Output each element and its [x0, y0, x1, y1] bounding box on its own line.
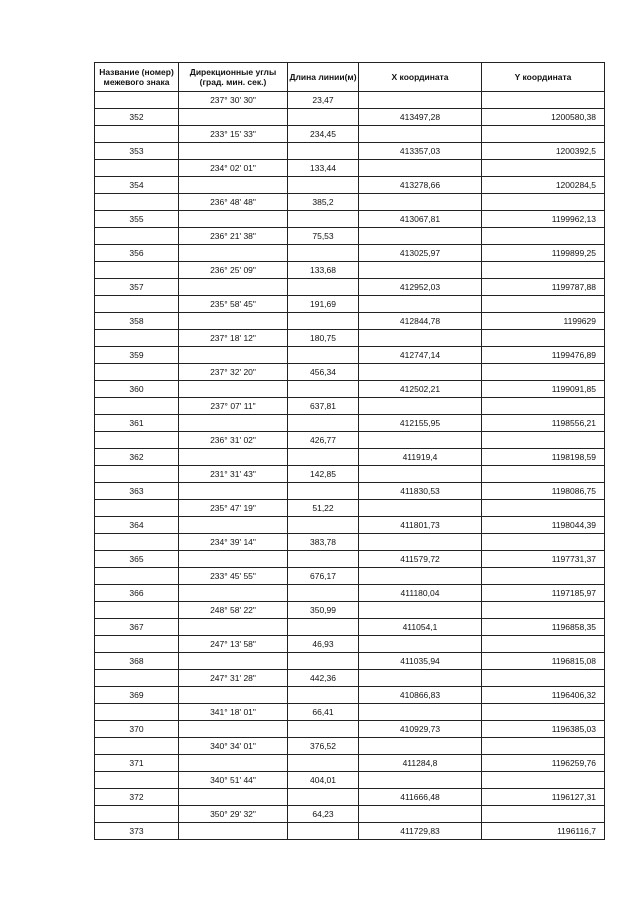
cell-y-coordinate — [482, 330, 605, 347]
cell-marker-name — [95, 432, 179, 449]
cell-y-coordinate: 1196406,32 — [482, 687, 605, 704]
cell-x-coordinate: 411830,53 — [359, 483, 482, 500]
cell-direction-angle: 237° 32' 20" — [179, 364, 288, 381]
cell-marker-name: 368 — [95, 653, 179, 670]
cell-y-coordinate — [482, 194, 605, 211]
cell-y-coordinate — [482, 670, 605, 687]
cell-marker-name — [95, 126, 179, 143]
table-header-row — [95, 63, 605, 92]
cell-line-length — [288, 279, 359, 296]
table-body — [95, 92, 605, 840]
cell-x-coordinate: 413025,97 — [359, 245, 482, 262]
cell-marker-name — [95, 92, 179, 109]
cell-line-length: 234,45 — [288, 126, 359, 143]
cell-direction-angle: 341° 18' 01" — [179, 704, 288, 721]
cell-line-length: 456,34 — [288, 364, 359, 381]
cell-direction-angle: 340° 51' 44" — [179, 772, 288, 789]
cell-direction-angle — [179, 177, 288, 194]
cell-direction-angle — [179, 143, 288, 160]
cell-y-coordinate — [482, 738, 605, 755]
cell-direction-angle: 237° 30' 30" — [179, 92, 288, 109]
cell-marker-name — [95, 568, 179, 585]
cell-direction-angle — [179, 381, 288, 398]
coordinates-table — [94, 62, 605, 840]
table-row — [95, 687, 605, 704]
cell-marker-name — [95, 602, 179, 619]
cell-marker-name: 372 — [95, 789, 179, 806]
cell-marker-name — [95, 534, 179, 551]
table-row — [95, 755, 605, 772]
cell-marker-name — [95, 738, 179, 755]
cell-x-coordinate: 410866,83 — [359, 687, 482, 704]
cell-y-coordinate — [482, 602, 605, 619]
cell-y-coordinate — [482, 568, 605, 585]
table-row — [95, 551, 605, 568]
cell-x-coordinate: 412844,78 — [359, 313, 482, 330]
cell-y-coordinate — [482, 228, 605, 245]
cell-direction-angle — [179, 721, 288, 738]
cell-line-length: 23,47 — [288, 92, 359, 109]
cell-direction-angle — [179, 313, 288, 330]
header-line-length: Длина линии(м) — [288, 63, 359, 92]
table-row — [95, 602, 605, 619]
table-row — [95, 432, 605, 449]
cell-x-coordinate — [359, 500, 482, 517]
cell-x-coordinate: 411035,94 — [359, 653, 482, 670]
cell-line-length: 385,2 — [288, 194, 359, 211]
cell-line-length — [288, 211, 359, 228]
table-row — [95, 245, 605, 262]
table-row — [95, 330, 605, 347]
cell-line-length: 637,81 — [288, 398, 359, 415]
cell-x-coordinate: 411284,8 — [359, 755, 482, 772]
cell-marker-name — [95, 160, 179, 177]
cell-x-coordinate: 413278,66 — [359, 177, 482, 194]
cell-direction-angle — [179, 585, 288, 602]
cell-line-length — [288, 789, 359, 806]
cell-x-coordinate — [359, 194, 482, 211]
table-row — [95, 653, 605, 670]
cell-x-coordinate — [359, 602, 482, 619]
cell-x-coordinate — [359, 92, 482, 109]
cell-marker-name: 370 — [95, 721, 179, 738]
cell-x-coordinate: 411579,72 — [359, 551, 482, 568]
cell-y-coordinate: 1199787,88 — [482, 279, 605, 296]
cell-marker-name — [95, 636, 179, 653]
table-row — [95, 585, 605, 602]
cell-line-length: 46,93 — [288, 636, 359, 653]
cell-marker-name — [95, 194, 179, 211]
cell-line-length — [288, 687, 359, 704]
cell-line-length — [288, 517, 359, 534]
table-row — [95, 160, 605, 177]
cell-y-coordinate: 1199962,13 — [482, 211, 605, 228]
cell-direction-angle: 231° 31' 43" — [179, 466, 288, 483]
cell-y-coordinate — [482, 636, 605, 653]
cell-marker-name: 352 — [95, 109, 179, 126]
table-row — [95, 398, 605, 415]
cell-x-coordinate: 413357,03 — [359, 143, 482, 160]
cell-x-coordinate: 412155,95 — [359, 415, 482, 432]
cell-marker-name: 362 — [95, 449, 179, 466]
cell-line-length: 442,36 — [288, 670, 359, 687]
table-row — [95, 415, 605, 432]
cell-direction-angle — [179, 789, 288, 806]
cell-line-length: 51,22 — [288, 500, 359, 517]
table-row — [95, 262, 605, 279]
cell-line-length — [288, 143, 359, 160]
cell-y-coordinate — [482, 126, 605, 143]
cell-y-coordinate: 1199899,25 — [482, 245, 605, 262]
cell-direction-angle — [179, 245, 288, 262]
cell-direction-angle — [179, 823, 288, 840]
cell-y-coordinate — [482, 160, 605, 177]
cell-marker-name: 371 — [95, 755, 179, 772]
cell-direction-angle: 247° 31' 28" — [179, 670, 288, 687]
cell-y-coordinate: 1198044,39 — [482, 517, 605, 534]
cell-y-coordinate — [482, 364, 605, 381]
cell-marker-name — [95, 772, 179, 789]
table-row — [95, 619, 605, 636]
table-row — [95, 806, 605, 823]
cell-x-coordinate: 411054,1 — [359, 619, 482, 636]
cell-direction-angle — [179, 109, 288, 126]
table-row — [95, 789, 605, 806]
cell-x-coordinate: 411666,48 — [359, 789, 482, 806]
cell-y-coordinate: 1196815,08 — [482, 653, 605, 670]
cell-y-coordinate — [482, 772, 605, 789]
cell-y-coordinate: 1196858,35 — [482, 619, 605, 636]
cell-line-length — [288, 245, 359, 262]
cell-x-coordinate: 411180,04 — [359, 585, 482, 602]
cell-y-coordinate — [482, 806, 605, 823]
cell-y-coordinate — [482, 432, 605, 449]
cell-marker-name: 365 — [95, 551, 179, 568]
cell-y-coordinate — [482, 398, 605, 415]
header-x-coordinate: X координата — [359, 63, 482, 92]
cell-line-length — [288, 755, 359, 772]
cell-x-coordinate — [359, 126, 482, 143]
cell-y-coordinate: 1198198,59 — [482, 449, 605, 466]
cell-direction-angle: 235° 58' 45" — [179, 296, 288, 313]
cell-marker-name: 356 — [95, 245, 179, 262]
table-row — [95, 92, 605, 109]
cell-line-length: 133,44 — [288, 160, 359, 177]
table-row — [95, 364, 605, 381]
cell-marker-name — [95, 296, 179, 313]
table-row — [95, 194, 605, 211]
cell-line-length: 676,17 — [288, 568, 359, 585]
table-row — [95, 772, 605, 789]
cell-marker-name: 360 — [95, 381, 179, 398]
table-row — [95, 449, 605, 466]
table-row — [95, 636, 605, 653]
cell-line-length — [288, 177, 359, 194]
table-row — [95, 347, 605, 364]
cell-x-coordinate: 412747,14 — [359, 347, 482, 364]
cell-marker-name: 354 — [95, 177, 179, 194]
cell-x-coordinate — [359, 262, 482, 279]
cell-x-coordinate — [359, 330, 482, 347]
cell-line-length: 142,85 — [288, 466, 359, 483]
cell-direction-angle: 234° 39' 14" — [179, 534, 288, 551]
cell-x-coordinate: 411801,73 — [359, 517, 482, 534]
cell-y-coordinate — [482, 466, 605, 483]
cell-line-length — [288, 585, 359, 602]
cell-x-coordinate — [359, 160, 482, 177]
cell-marker-name: 358 — [95, 313, 179, 330]
cell-y-coordinate: 1196385,03 — [482, 721, 605, 738]
cell-marker-name — [95, 806, 179, 823]
cell-marker-name — [95, 466, 179, 483]
cell-line-length: 404,01 — [288, 772, 359, 789]
cell-marker-name: 359 — [95, 347, 179, 364]
cell-x-coordinate — [359, 806, 482, 823]
cell-x-coordinate — [359, 704, 482, 721]
cell-y-coordinate: 1196116,7 — [482, 823, 605, 840]
table-row — [95, 721, 605, 738]
cell-direction-angle — [179, 619, 288, 636]
table-row — [95, 109, 605, 126]
cell-y-coordinate — [482, 262, 605, 279]
cell-marker-name — [95, 398, 179, 415]
cell-y-coordinate: 1200284,5 — [482, 177, 605, 194]
cell-y-coordinate — [482, 534, 605, 551]
cell-marker-name: 353 — [95, 143, 179, 160]
cell-line-length: 350,99 — [288, 602, 359, 619]
cell-y-coordinate: 1198086,75 — [482, 483, 605, 500]
cell-y-coordinate: 1200580,38 — [482, 109, 605, 126]
cell-x-coordinate — [359, 364, 482, 381]
cell-marker-name: 367 — [95, 619, 179, 636]
cell-line-length: 133,68 — [288, 262, 359, 279]
cell-direction-angle: 236° 48' 48" — [179, 194, 288, 211]
header-marker-name: Название (номер) межевого знака — [95, 63, 179, 92]
cell-y-coordinate: 1196259,76 — [482, 755, 605, 772]
cell-x-coordinate — [359, 772, 482, 789]
cell-line-length — [288, 483, 359, 500]
cell-y-coordinate: 1197731,37 — [482, 551, 605, 568]
cell-direction-angle — [179, 653, 288, 670]
table-row — [95, 381, 605, 398]
cell-direction-angle: 235° 47' 19" — [179, 500, 288, 517]
cell-marker-name — [95, 364, 179, 381]
cell-y-coordinate: 1197185,97 — [482, 585, 605, 602]
cell-marker-name: 355 — [95, 211, 179, 228]
cell-direction-angle — [179, 551, 288, 568]
cell-y-coordinate — [482, 296, 605, 313]
cell-line-length: 426,77 — [288, 432, 359, 449]
cell-direction-angle: 247° 13' 58" — [179, 636, 288, 653]
cell-y-coordinate — [482, 704, 605, 721]
cell-line-length: 64,23 — [288, 806, 359, 823]
cell-line-length — [288, 551, 359, 568]
cell-line-length — [288, 313, 359, 330]
table-row — [95, 228, 605, 245]
cell-marker-name: 366 — [95, 585, 179, 602]
cell-marker-name — [95, 228, 179, 245]
cell-marker-name — [95, 704, 179, 721]
cell-x-coordinate — [359, 738, 482, 755]
table-row — [95, 466, 605, 483]
header-direction-angle: Дирекционные углы (град. мин. сек.) — [179, 63, 288, 92]
cell-direction-angle: 237° 18' 12" — [179, 330, 288, 347]
cell-x-coordinate: 412502,21 — [359, 381, 482, 398]
table-row — [95, 483, 605, 500]
cell-direction-angle: 237° 07' 11" — [179, 398, 288, 415]
table-row — [95, 738, 605, 755]
cell-direction-angle: 233° 15' 33" — [179, 126, 288, 143]
cell-x-coordinate: 410929,73 — [359, 721, 482, 738]
cell-direction-angle — [179, 347, 288, 364]
cell-direction-angle — [179, 415, 288, 432]
cell-y-coordinate: 1199091,85 — [482, 381, 605, 398]
cell-line-length: 75,53 — [288, 228, 359, 245]
cell-direction-angle: 340° 34' 01" — [179, 738, 288, 755]
cell-y-coordinate — [482, 92, 605, 109]
cell-marker-name: 364 — [95, 517, 179, 534]
cell-line-length: 383,78 — [288, 534, 359, 551]
cell-marker-name: 373 — [95, 823, 179, 840]
cell-x-coordinate — [359, 398, 482, 415]
table-row — [95, 534, 605, 551]
cell-direction-angle: 248° 58' 22" — [179, 602, 288, 619]
cell-direction-angle: 236° 25' 09" — [179, 262, 288, 279]
table-row — [95, 568, 605, 585]
cell-marker-name — [95, 670, 179, 687]
cell-marker-name: 369 — [95, 687, 179, 704]
cell-x-coordinate: 411919,4 — [359, 449, 482, 466]
cell-direction-angle: 236° 31' 02" — [179, 432, 288, 449]
cell-marker-name — [95, 262, 179, 279]
cell-marker-name — [95, 500, 179, 517]
coordinates-table-container — [94, 62, 605, 840]
cell-x-coordinate: 412952,03 — [359, 279, 482, 296]
cell-x-coordinate: 413067,81 — [359, 211, 482, 228]
cell-marker-name: 357 — [95, 279, 179, 296]
cell-direction-angle — [179, 279, 288, 296]
cell-line-length — [288, 347, 359, 364]
cell-x-coordinate: 413497,28 — [359, 109, 482, 126]
cell-x-coordinate — [359, 432, 482, 449]
table-row — [95, 500, 605, 517]
cell-line-length — [288, 415, 359, 432]
table-row — [95, 670, 605, 687]
cell-y-coordinate: 1196127,31 — [482, 789, 605, 806]
cell-line-length: 376,52 — [288, 738, 359, 755]
cell-direction-angle: 236° 21' 38" — [179, 228, 288, 245]
cell-x-coordinate — [359, 670, 482, 687]
cell-line-length — [288, 381, 359, 398]
table-row — [95, 143, 605, 160]
cell-marker-name — [95, 330, 179, 347]
cell-line-length — [288, 823, 359, 840]
cell-line-length — [288, 653, 359, 670]
table-row — [95, 177, 605, 194]
cell-marker-name: 363 — [95, 483, 179, 500]
cell-direction-angle — [179, 755, 288, 772]
cell-y-coordinate: 1199476,89 — [482, 347, 605, 364]
header-y-coordinate: Y координата — [482, 63, 605, 92]
table-row — [95, 517, 605, 534]
cell-x-coordinate — [359, 636, 482, 653]
cell-line-length: 191,69 — [288, 296, 359, 313]
table-row — [95, 126, 605, 143]
table-row — [95, 823, 605, 840]
cell-y-coordinate: 1198556,21 — [482, 415, 605, 432]
cell-x-coordinate: 411729,83 — [359, 823, 482, 840]
table-row — [95, 296, 605, 313]
cell-x-coordinate — [359, 568, 482, 585]
cell-direction-angle — [179, 687, 288, 704]
cell-y-coordinate: 1199629 — [482, 313, 605, 330]
cell-line-length — [288, 449, 359, 466]
cell-direction-angle: 233° 45' 55" — [179, 568, 288, 585]
table-row — [95, 313, 605, 330]
cell-line-length: 66,41 — [288, 704, 359, 721]
table-row — [95, 704, 605, 721]
cell-x-coordinate — [359, 534, 482, 551]
cell-y-coordinate — [482, 500, 605, 517]
table-row — [95, 279, 605, 296]
cell-direction-angle — [179, 517, 288, 534]
cell-direction-angle — [179, 211, 288, 228]
cell-y-coordinate: 1200392,5 — [482, 143, 605, 160]
cell-direction-angle: 234° 02' 01" — [179, 160, 288, 177]
cell-line-length: 180,75 — [288, 330, 359, 347]
cell-direction-angle — [179, 449, 288, 466]
cell-direction-angle: 350° 29' 32" — [179, 806, 288, 823]
cell-x-coordinate — [359, 228, 482, 245]
table-row — [95, 211, 605, 228]
cell-direction-angle — [179, 483, 288, 500]
cell-x-coordinate — [359, 296, 482, 313]
cell-x-coordinate — [359, 466, 482, 483]
cell-line-length — [288, 721, 359, 738]
cell-line-length — [288, 619, 359, 636]
cell-marker-name: 361 — [95, 415, 179, 432]
cell-line-length — [288, 109, 359, 126]
